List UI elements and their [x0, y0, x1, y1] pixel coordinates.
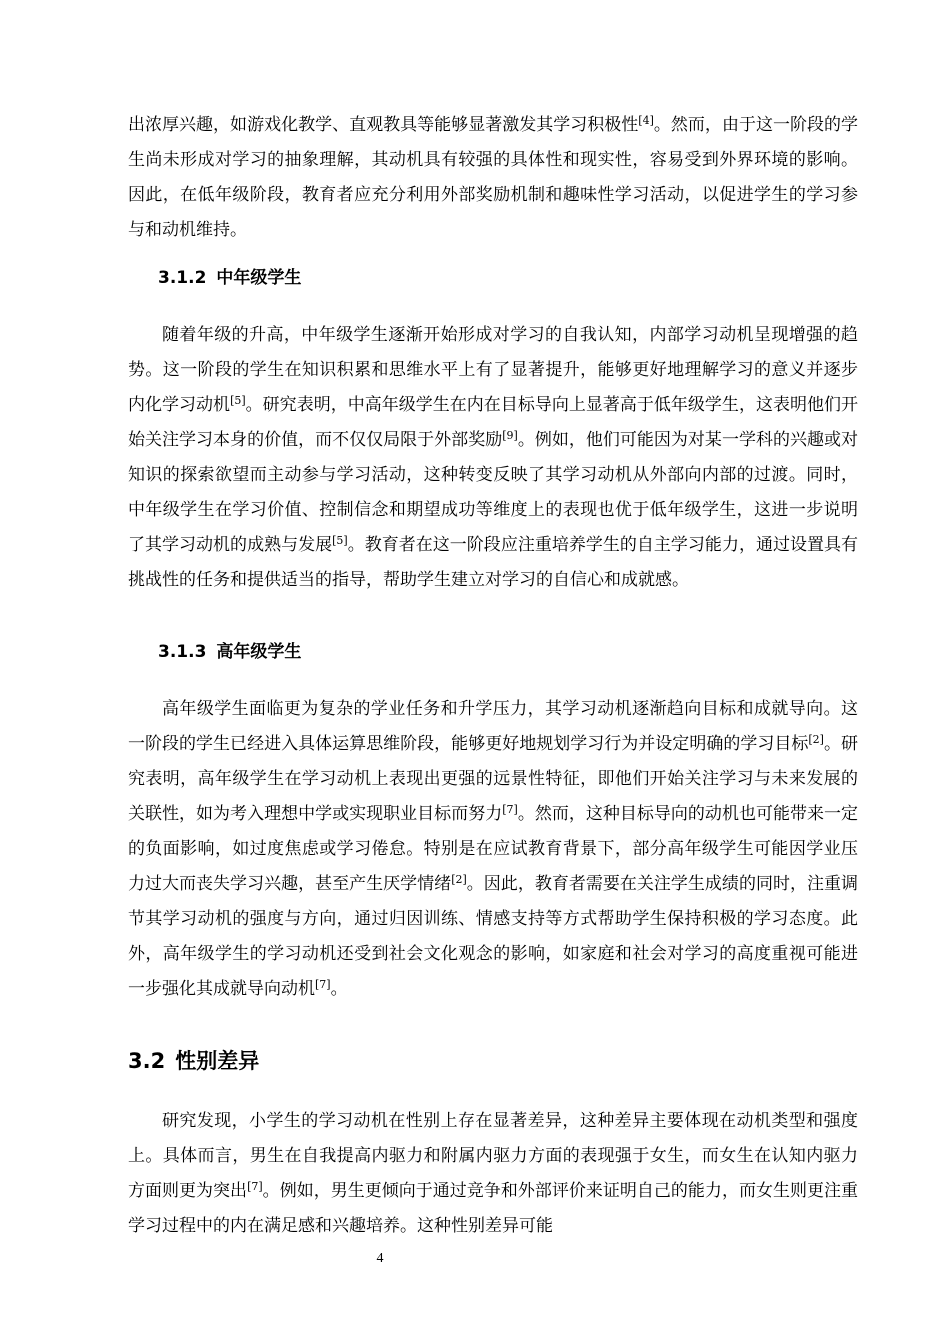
paragraph-low-grade-end: 出浓厚兴趣，如游戏化教学、直观教具等能够显著激发其学习积极性[4]。然而，由于这一阶段的学生尚未形成对学习的抽象理解，其动机具有较强的具体性和现实性，容易受到外界环境的影响。因此，在低年级阶段，教育者应充分利用外部奖励机制和趣味性学习活动，以促进学生的学习参与和动机维持。	[128, 114, 859, 240]
page-number: 4	[376, 1251, 384, 1266]
paragraph-gender-difference: 研究发现，小学生的学习动机在性别上存在显著差异，这种差异主要体现在动机类型和强度上。具体而言，男生在自我提高内驱力和附属内驱力方面的表现强于女生，而女生在认知内驱力方面则更为突出[7]。例如，男生更倾向于通过竞争和外部评价来证明自己的能力，而女生则更注重学习过程中的内在满足感和兴趣培养。这种性别差异可能	[128, 1111, 859, 1236]
citation: [4]	[638, 114, 654, 127]
paragraph-middle-grade: 随着年级的升高，中年级学生逐渐开始形成对学习的自我认知，内部学习动机呈现增强的趋势。这一阶段的学生在知识积累和思维水平上有了显著提升，能够更好地理解学习的意义并逐步内化学习动机[5]。研究表明，中高年级学生在内在目标导向上显著高于低年级学生，这表明他们开始关注学习本身的价值，而不仅仅局限于外部奖励[9]。例如，他们可能因为对某一学科的兴趣或对知识的探索欲望而主动参与学习活动，这种转变反映了其学习动机从外部向内部的过渡。同时，中年级学生在学习价值、控制信念和期望成功等维度上的表现也优于低年级学生，这进一步说明了其学习动机的成熟与发展[5]。教育者在这一阶段应注重培养学生的自主学习能力，通过设置具有挑战性的任务和提供适当的指导，帮助学生建立对学习的自信心和成就感。	[128, 325, 859, 590]
citation: [7]	[502, 803, 518, 816]
citation: [2]	[451, 873, 467, 886]
section-heading-3-1-2: 3.1.2 中年级学生	[158, 268, 302, 288]
citation: [7]	[247, 1180, 263, 1193]
citation: [9]	[502, 429, 518, 442]
section-heading-3-1-3: 3.1.3 高年级学生	[158, 642, 302, 662]
citation: [2]	[808, 733, 824, 746]
citation: [7]	[315, 978, 331, 991]
paragraph-high-grade: 高年级学生面临更为复杂的学业任务和升学压力，其学习动机逐渐趋向目标和成就导向。这一阶段的学生已经进入具体运算思维阶段，能够更好地规划学习行为并设定明确的学习目标[2]。研究表明，高年级学生在学习动机上表现出更强的远景性特征，即他们开始关注学习与未来发展的关联性，如为考入理想中学或实现职业目标而努力[7]。然而，这种目标导向的动机也可能带来一定的负面影响，如过度焦虑或学习倦怠。特别是在应试教育背景下，部分高年级学生可能因学业压力过大而丧失学习兴趣，甚至产生厌学情绪[2]。因此，教育者需要在关注学生成绩的同时，注重调节其学习动机的强度与方向，通过归因训练、情感支持等方式帮助学生保持积极的学习态度。此外，高年级学生的学习动机还受到社会文化观念的影响，如家庭和社会对学习的高度重视可能进一步强化其成就导向动机[7]。	[128, 699, 859, 999]
section-heading-3-2: 3.2 性别差异	[128, 1049, 260, 1073]
citation: [5]	[332, 534, 348, 547]
citation: [5]	[230, 394, 246, 407]
